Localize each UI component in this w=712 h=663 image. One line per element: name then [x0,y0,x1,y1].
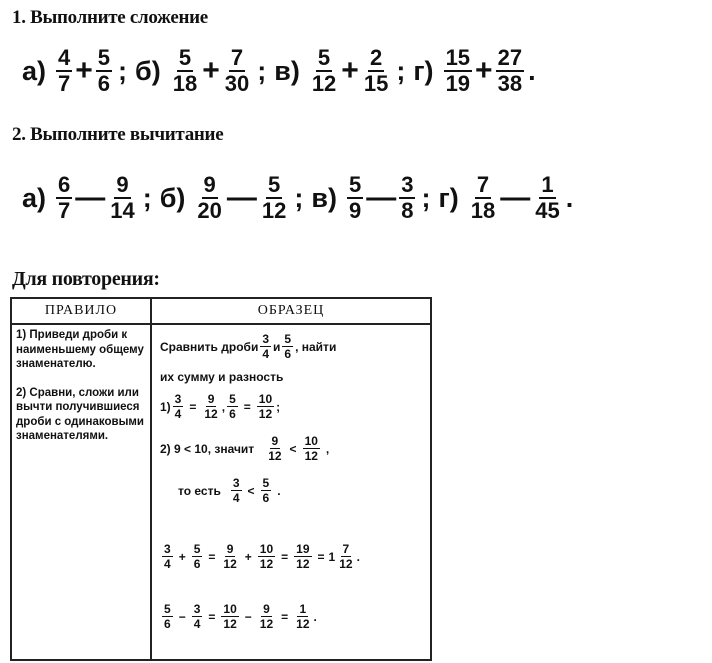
fraction: $\frac{5}{12}$ [261,172,287,223]
fraction: $\frac{1}{45}$ [535,172,560,223]
fraction: $\frac{9}{14}$ [110,172,135,223]
plus-sign: + [75,54,93,87]
task2-exercises: а) $\frac{6}{7}$ — $\frac{9}{14}$ ; б) $\frac{9}{20}$ — $\frac{5}{12}$ ; в) $\frac{5}{9}$ — $\frac{3}{8}$ ; г) $\frac{7}{18}$ — $\frac{1}{45}$ . [22,172,574,223]
example-sum: $\frac{3}{4}$ + $\frac{5}{6}$ = $\frac{9}{12}$ + $\frac{10}{12}$ = $\frac{19}{12}$ = 1 $\frac{7}{12}$ . [164,542,360,571]
fraction: $\frac{10}{12}$ [258,392,273,421]
rule-cell [11,324,151,660]
example-that-is: то есть $\frac{3}{4}$ < $\frac{5}{6}$ . [178,476,281,505]
fraction: $\frac{5}{6}$ [284,332,292,361]
fraction: $\frac{4}{7}$ [58,45,71,96]
minus-sign: — [366,181,397,214]
plus-sign: + [341,54,359,87]
fraction: $\frac{9}{12}$ [204,392,218,421]
fraction: $\frac{3}{4}$ [232,476,240,505]
fraction: $\frac{3}{4}$ [262,332,270,361]
fraction: $\frac{10}{12}$ [304,434,318,463]
task2-item-b-label: б) [159,182,186,213]
task1-item-d-label: г) [413,55,434,86]
fraction: $\frac{7}{30}$ [224,45,250,96]
fraction: $\frac{3}{4}$ [174,392,182,421]
fraction: $\frac{5}{6}$ [193,542,201,571]
fraction: $\frac{5}{12}$ [311,45,337,96]
plus-sign: + [475,54,493,87]
example-step-2: 2) 9 < 10, значит $\frac{9}{12}$ < $\frac{10}{12}$ , [160,434,330,463]
fraction: $\frac{6}{7}$ [58,172,71,223]
fraction: $\frac{15}{19}$ [445,45,471,96]
task1-item-a-label: а) [22,55,47,86]
fraction: $\frac{5}{9}$ [348,172,362,223]
fraction: $\frac{10}{12}$ [223,602,237,631]
fraction: $\frac{3}{8}$ [401,172,414,223]
fraction: $\frac{9}{12}$ [268,434,282,463]
fraction: $\frac{5}{6}$ [262,476,270,505]
task1-exercises: а) $\frac{4}{7}$ + $\frac{5}{6}$ ; б) $\frac{5}{18}$ + $\frac{7}{30}$ ; в) $\frac{5}{12}$ + $\frac{2}{15}$ ; г) $\frac{15}{19}$ + $\frac{27}{38}$ . [22,45,536,96]
fraction: $\frac{3}{4}$ [164,542,171,571]
minus-sign: — [500,181,531,214]
plus-sign: + [202,54,220,87]
task2-item-a-label: а) [22,182,47,213]
fraction: $\frac{10}{12}$ [259,542,274,571]
review-title: Для повторения: [12,268,160,290]
task1-title: 1. Выполните сложение [12,7,208,28]
fraction: $\frac{7}{18}$ [470,172,496,223]
task1-item-b-label: б) [135,55,161,86]
example-intro-cont: их сумму и разность [160,370,284,384]
example-difference: $\frac{5}{6}$ − $\frac{3}{4}$ = $\frac{10}{12}$ − $\frac{9}{12}$ = $\frac{1}{12}$ . [164,602,317,631]
fraction: $\frac{9}{12}$ [259,602,274,631]
minus-sign: — [75,181,106,214]
example-step-1: 1) $\frac{3}{4}$ = $\frac{9}{12}$ , $\frac{5}{6}$ = $\frac{10}{12}$ ; [160,392,281,421]
fraction: $\frac{3}{4}$ [193,602,201,631]
example-intro: Сравнить дроби $\frac{3}{4}$ и $\frac{5}{6}$ , найти [160,332,337,361]
task2-item-c-label: в) [311,182,337,213]
rule-1: 1) Приведи дроби к наименьшему общему знаменателю. [16,329,144,370]
fraction: $\frac{5}{6}$ [229,392,236,421]
rule-column-header: ПРАВИЛО [11,298,151,324]
example-column-header: ОБРАЗЕЦ [151,298,431,324]
fraction: $\frac{9}{12}$ [223,542,237,571]
rule-2: 2) Сравни, сложи или вычти получившиеся дроби с одинаковыми знаменателями. [16,386,144,442]
fraction: $\frac{5}{18}$ [172,45,198,96]
minus-sign: — [226,181,257,214]
task1-item-c-label: в) [274,55,300,86]
fraction: $\frac{9}{20}$ [197,172,222,223]
fraction: $\frac{19}{12}$ [296,542,310,571]
fraction: $\frac{5}{6}$ [97,45,111,96]
fraction: $\frac{5}{6}$ [164,602,171,631]
task2-title: 2. Выполните вычитание [12,124,224,145]
rules-table [10,297,432,661]
fraction: $\frac{1}{12}$ [296,602,310,631]
fraction: $\frac{7}{12}$ [339,542,353,571]
task2-item-d-label: г) [438,182,459,213]
fraction: $\frac{2}{15}$ [363,45,389,96]
example-cell [151,324,431,660]
fraction: $\frac{27}{38}$ [497,45,523,96]
